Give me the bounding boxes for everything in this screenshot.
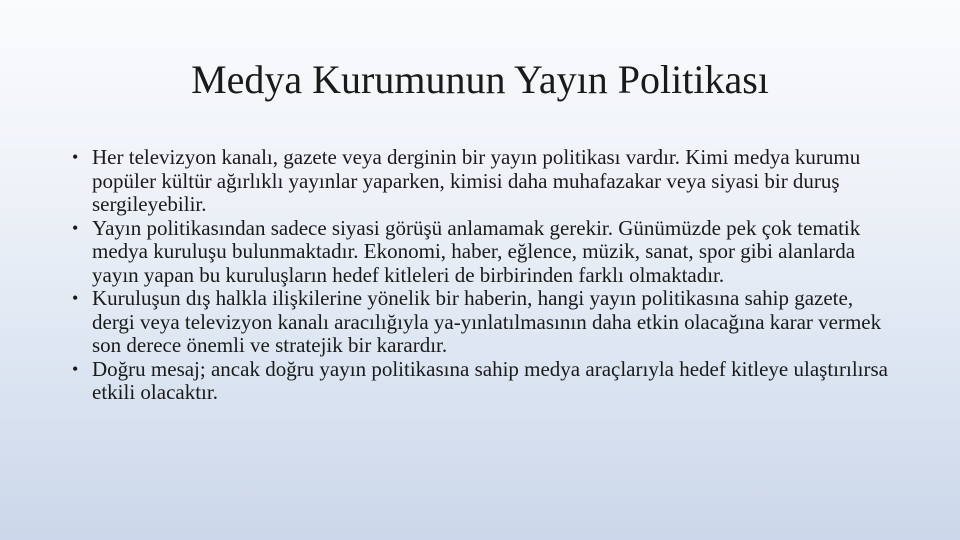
bullet-list: [72, 146, 892, 405]
bullet-dot-icon: •: [72, 147, 79, 167]
slide-title: Medya Kurumunun Yayın Politikası: [191, 57, 769, 102]
bullet-item: [72, 358, 892, 405]
bullet-dot-icon: •: [72, 217, 79, 238]
bullet-text: Her televizyon kanalı, gazete veya derginin bir yayın politikası vardır. Kimi medya kurumu popüler kültür ağırlıklı yayınlar yaparken, kimisi daha muhafazakar veya siyasi bir duruş sergileyebilir.: [92, 145, 861, 216]
bullet-dot-icon: •: [72, 288, 79, 308]
bullet-item: [72, 146, 892, 217]
bullet-item: [72, 287, 892, 358]
bullet-dot-icon: •: [72, 358, 79, 379]
bullet-item: [72, 217, 892, 288]
bullet-text: Kuruluşun dış halkla ilişkilerine yönelik bir haberin, hangi yayın politikasına sahip gazete, dergi veya televizyon kanalı aracılığıyla ya-yınlatılmasının daha etkin olacağına karar vermek son derece önemli ve stratejik bir karardır.: [92, 286, 882, 357]
bullet-text: Doğru mesaj; ancak doğru yayın politikasına sahip medya araçlarıyla hedef kitleye ulaştırılırsa etkili olacaktır.: [92, 356, 888, 404]
bullet-text: Yayın politikasından sadece siyasi görüşü anlamamak gerekir. Günümüzde pek çok tematik medya kuruluşu bulunmaktadır. Ekonomi, haber, eğlence, müzik, sanat, spor gibi alanlarda yayın yapan bu kuruluşların hedef kitleleri de birbirinden farklı olmaktadır.: [92, 215, 861, 287]
